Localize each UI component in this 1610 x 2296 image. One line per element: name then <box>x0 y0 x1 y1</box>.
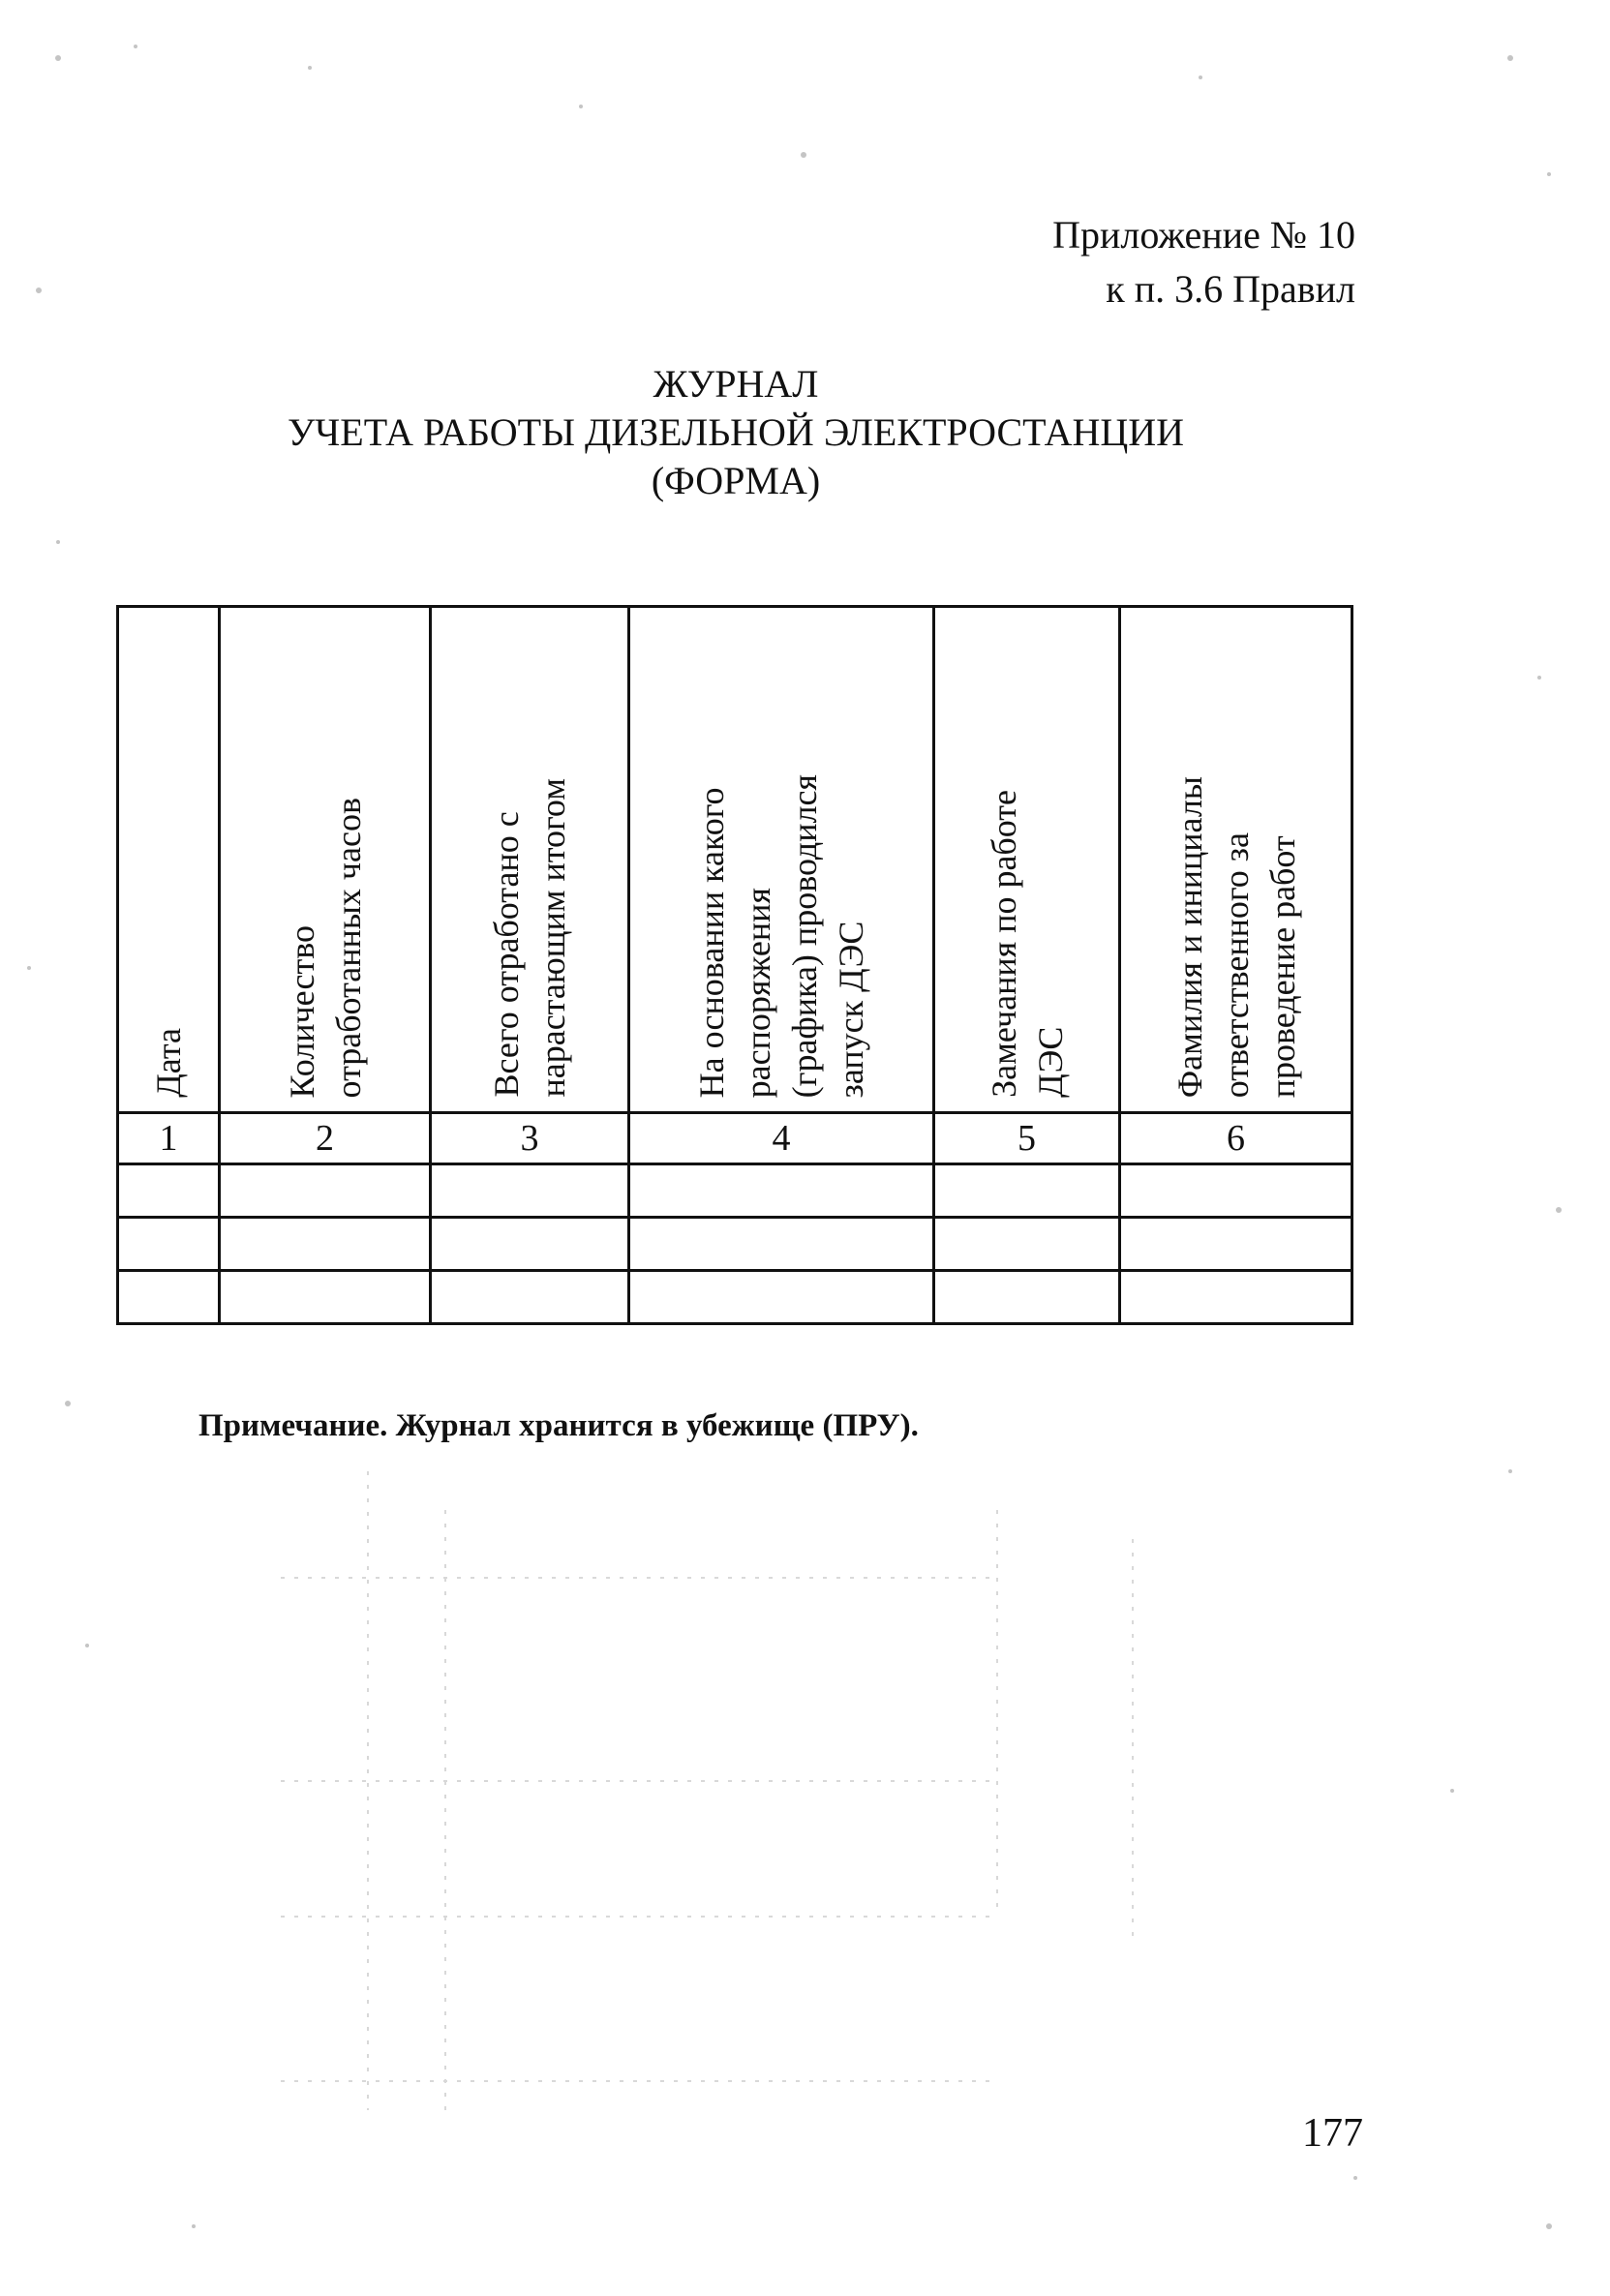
column-number: 1 <box>118 1113 220 1164</box>
table-cell <box>934 1218 1120 1271</box>
table-cell <box>220 1164 431 1218</box>
table-cell <box>118 1164 220 1218</box>
column-header-label: Дата <box>149 1028 188 1098</box>
column-header-label: На основании какого распоряжения (графика) проводился запуск ДЭС <box>692 773 870 1098</box>
column-number-row <box>118 1113 1352 1164</box>
table-row <box>118 1164 1352 1218</box>
table-cell <box>431 1271 629 1324</box>
column-header-label: Количество отработанных часов <box>282 797 368 1098</box>
table-row <box>118 1218 1352 1271</box>
table-cell <box>1120 1271 1352 1324</box>
table-cell <box>118 1218 220 1271</box>
table-cell <box>629 1271 934 1324</box>
table-header-row <box>118 607 1352 1113</box>
table-cell <box>118 1271 220 1324</box>
footnote: Примечание. Журнал хранится в убежище (ПРУ). <box>198 1408 919 1443</box>
column-number: 6 <box>1120 1113 1352 1164</box>
page-number: 177 <box>1302 2111 1363 2156</box>
column-header-hours-worked <box>220 607 431 1113</box>
table-cell <box>934 1164 1120 1218</box>
table-cell <box>220 1271 431 1324</box>
column-header-label: Замечания по работе ДЭС <box>984 790 1070 1098</box>
column-number: 4 <box>629 1113 934 1164</box>
title-line-1: ЖУРНАЛ <box>653 362 819 406</box>
appendix-number: Приложение № 10 <box>1052 213 1355 257</box>
column-header-label: Фамилия и инициалы ответственного за проведение работ <box>1170 775 1302 1098</box>
table-cell <box>431 1218 629 1271</box>
column-number: 2 <box>220 1113 431 1164</box>
table-cell <box>629 1164 934 1218</box>
column-header-date <box>118 607 220 1113</box>
table-cell <box>1120 1218 1352 1271</box>
title-line-2: УЧЕТА РАБОТЫ ДИЗЕЛЬНОЙ ЭЛЕКТРОСТАНЦИИ <box>287 410 1185 454</box>
table-cell <box>431 1164 629 1218</box>
table-cell <box>1120 1164 1352 1218</box>
column-header-remarks <box>934 607 1120 1113</box>
appendix-clause: к п. 3.6 Правил <box>1106 267 1355 311</box>
appendix-reference <box>1052 208 1355 317</box>
column-number: 5 <box>934 1113 1120 1164</box>
table-cell <box>934 1271 1120 1324</box>
column-number: 3 <box>431 1113 629 1164</box>
table-row <box>118 1271 1352 1324</box>
journal-table <box>116 605 1353 1325</box>
column-header-responsible-person <box>1120 607 1352 1113</box>
column-header-basis-order <box>629 607 934 1113</box>
column-header-label: Всего отработано с нарастающим итогом <box>487 778 572 1098</box>
column-header-cumulative-total <box>431 607 629 1113</box>
table-cell <box>220 1218 431 1271</box>
title-line-3: (ФОРМА) <box>651 459 821 502</box>
table-cell <box>629 1218 934 1271</box>
document-title <box>116 360 1355 505</box>
